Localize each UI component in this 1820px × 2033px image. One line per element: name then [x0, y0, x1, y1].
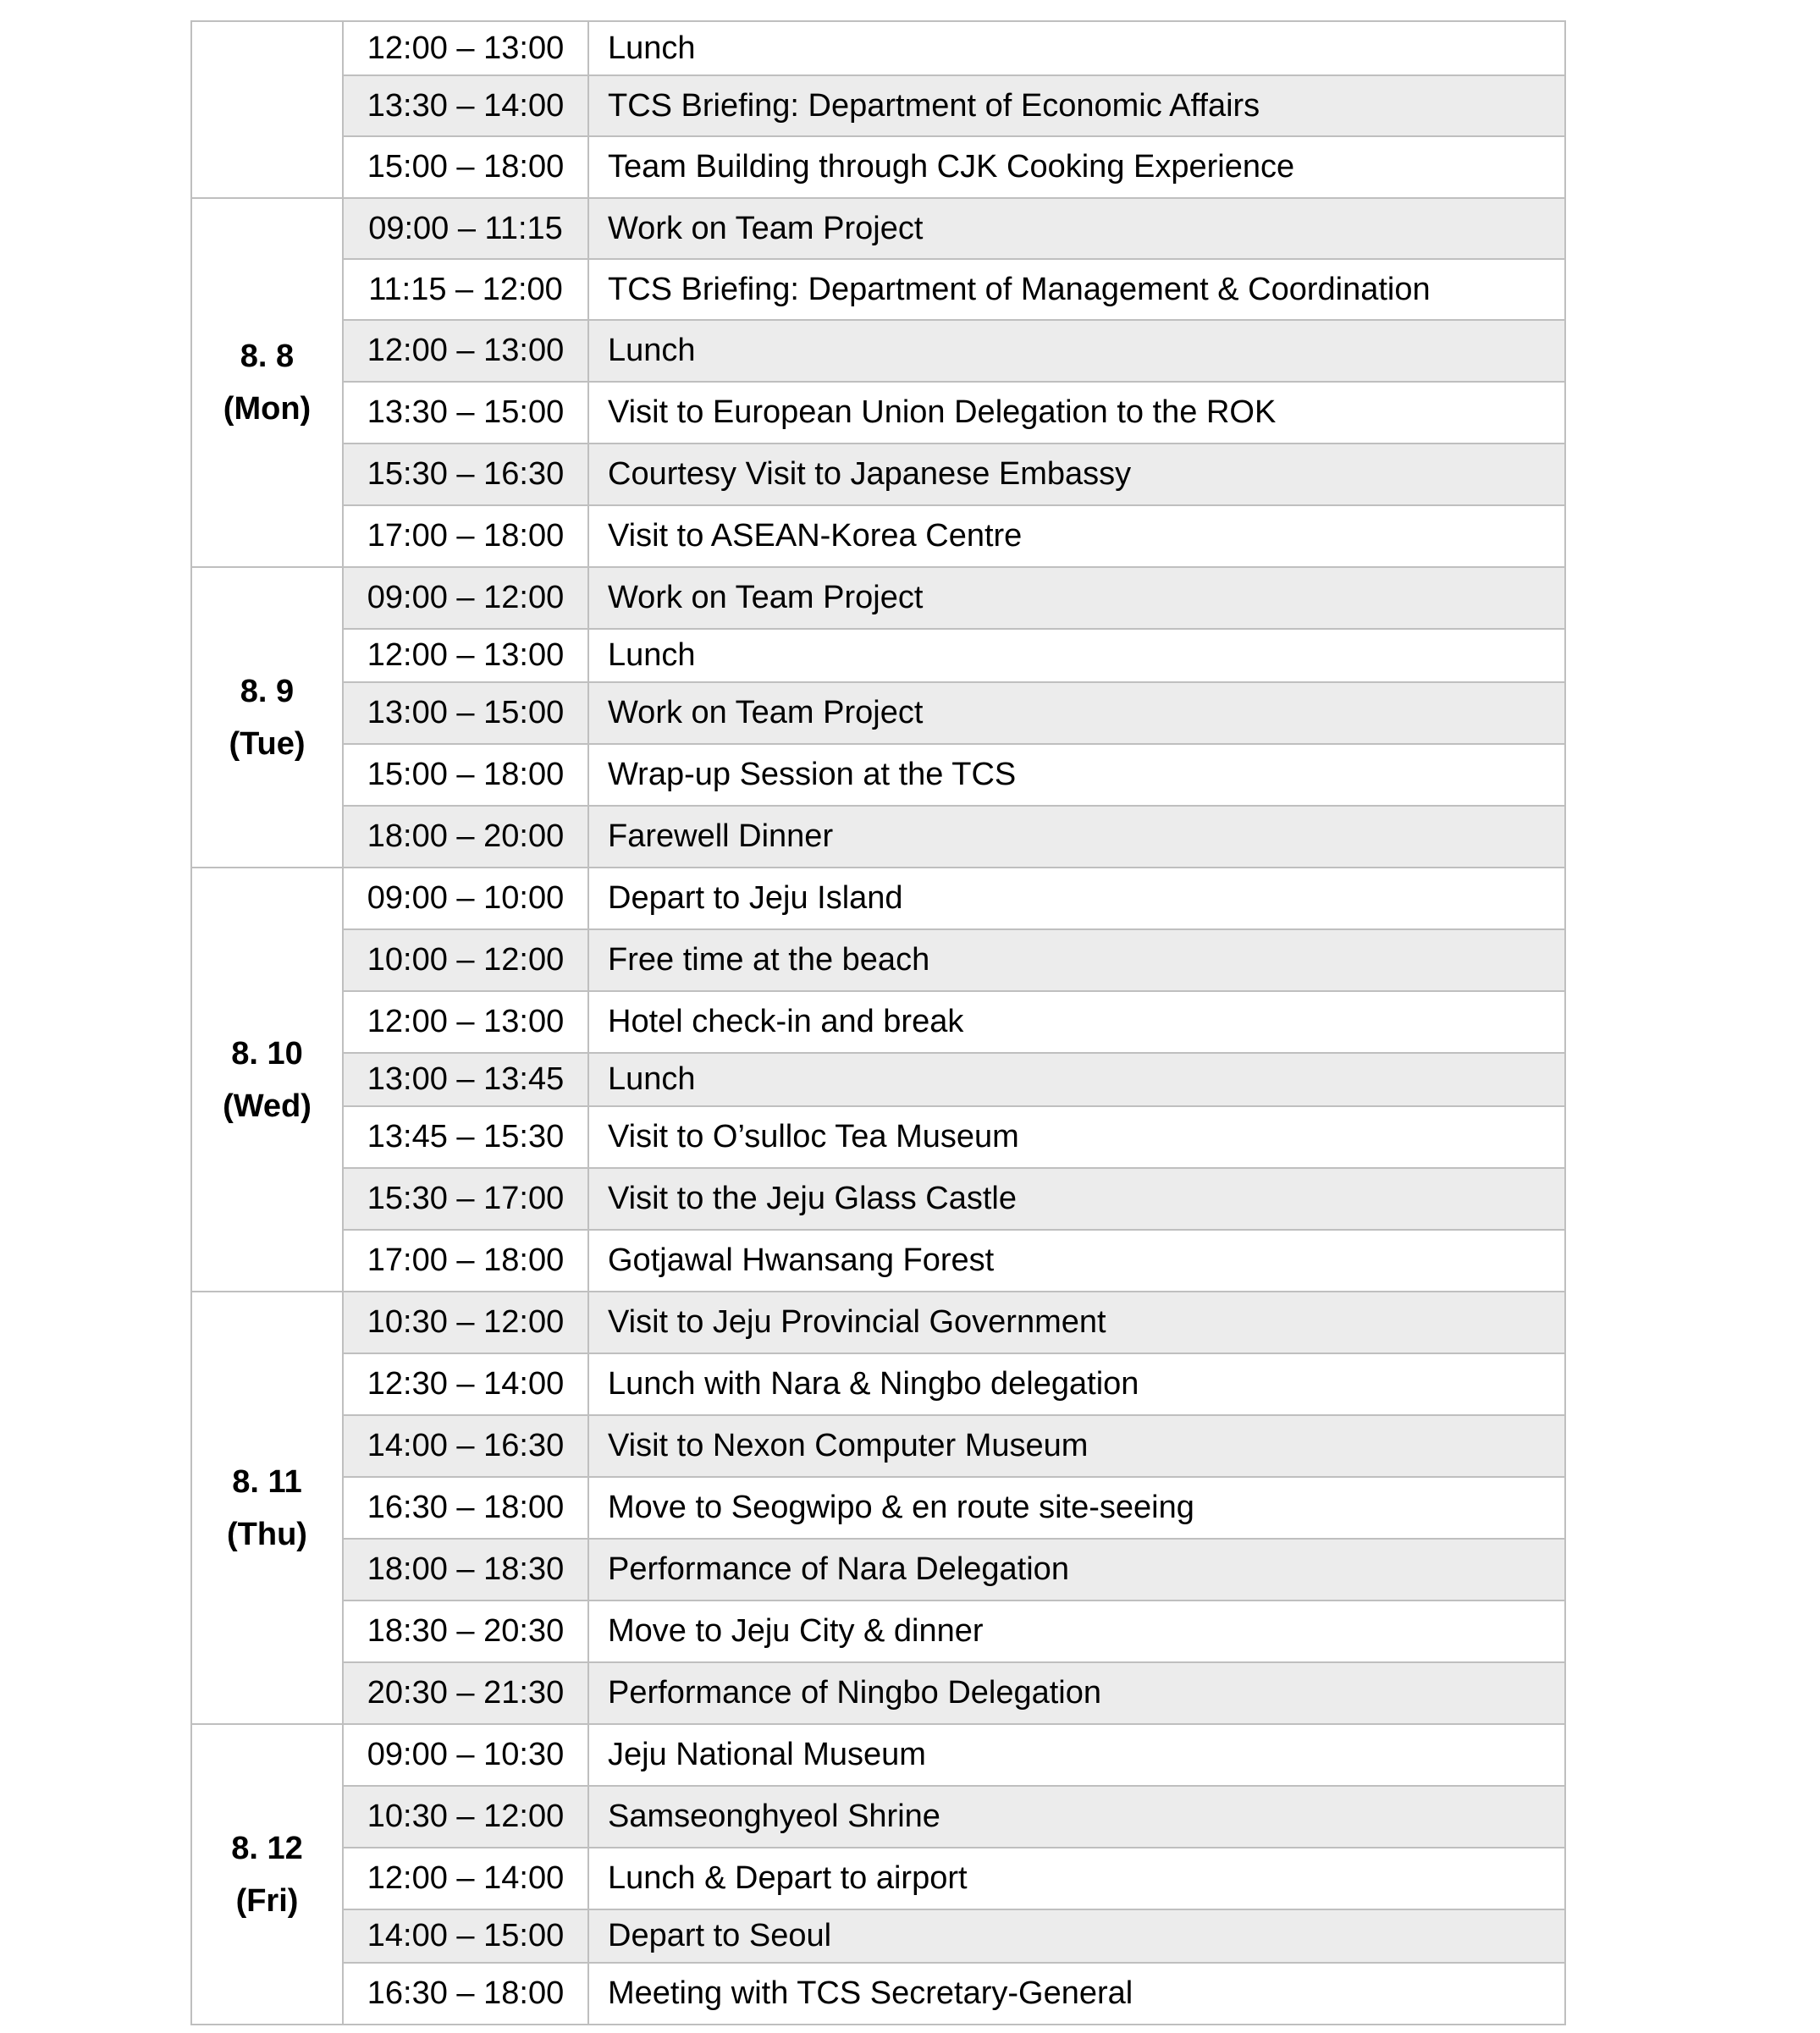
schedule-row: [191, 1909, 1565, 1963]
schedule-table: [190, 20, 1566, 2025]
time-cell: 16:30 – 18:00: [343, 1477, 588, 1539]
event-cell: Depart to Seoul: [588, 1909, 1565, 1963]
event-cell: Lunch & Depart to airport: [588, 1848, 1565, 1909]
time-cell: 12:00 – 14:00: [343, 1848, 588, 1909]
time-cell: 15:00 – 18:00: [343, 136, 588, 198]
schedule-row: [191, 1963, 1565, 2025]
time-cell: 18:00 – 18:30: [343, 1539, 588, 1601]
event-cell: Gotjawal Hwansang Forest: [588, 1230, 1565, 1292]
schedule-row: [191, 1848, 1565, 1909]
day-date: 8. 9: [240, 673, 295, 709]
event-cell: Free time at the beach: [588, 929, 1565, 991]
event-cell: TCS Briefing: Department of Management & Coordination: [588, 259, 1565, 320]
schedule-row: [191, 1539, 1565, 1601]
time-cell: 14:00 – 16:30: [343, 1415, 588, 1477]
event-cell: Performance of Ningbo Delegation: [588, 1662, 1565, 1724]
schedule-row: [191, 1477, 1565, 1539]
time-cell: 13:00 – 15:00: [343, 682, 588, 744]
event-cell: Move to Jeju City & dinner: [588, 1601, 1565, 1662]
schedule-row: [191, 991, 1565, 1053]
event-cell: TCS Briefing: Department of Economic Affairs: [588, 75, 1565, 136]
day-weekday: (Mon): [223, 391, 312, 427]
day-date: 8. 8: [240, 339, 295, 374]
time-cell: 09:00 – 10:30: [343, 1724, 588, 1786]
day-cell: [191, 21, 343, 198]
time-cell: 15:30 – 16:30: [343, 444, 588, 505]
time-cell: 14:00 – 15:00: [343, 1909, 588, 1963]
day-date: 8. 10: [231, 1035, 303, 1072]
time-cell: 13:30 – 15:00: [343, 382, 588, 444]
time-cell: 09:00 – 12:00: [343, 567, 588, 629]
event-cell: Work on Team Project: [588, 198, 1565, 259]
time-cell: 10:30 – 12:00: [343, 1292, 588, 1353]
day-cell: [191, 868, 343, 1292]
event-cell: Visit to ASEAN-Korea Centre: [588, 505, 1565, 567]
schedule-row: [191, 505, 1565, 567]
event-cell: Visit to European Union Delegation to the ROK: [588, 382, 1565, 444]
event-cell: Samseonghyeol Shrine: [588, 1786, 1565, 1848]
time-cell: 12:00 – 13:00: [343, 991, 588, 1053]
schedule-row: [191, 806, 1565, 868]
schedule-row: [191, 1168, 1565, 1230]
schedule-row: [191, 1415, 1565, 1477]
event-cell: Courtesy Visit to Japanese Embassy: [588, 444, 1565, 505]
day-date: 8. 11: [232, 1463, 302, 1500]
schedule-row: [191, 1786, 1565, 1848]
time-cell: 16:30 – 18:00: [343, 1963, 588, 2025]
schedule-row: [191, 320, 1565, 382]
day-cell: [191, 1724, 343, 2025]
schedule-body: [191, 21, 1565, 2025]
schedule-row: [191, 259, 1565, 320]
time-cell: 12:00 – 13:00: [343, 629, 588, 682]
event-cell: Wrap-up Session at the TCS: [588, 744, 1565, 806]
time-cell: 17:00 – 18:00: [343, 505, 588, 567]
event-cell: Lunch: [588, 1053, 1565, 1106]
schedule-row: [191, 1230, 1565, 1292]
schedule-row: [191, 629, 1565, 682]
schedule-row: [191, 1601, 1565, 1662]
event-cell: Work on Team Project: [588, 567, 1565, 629]
event-cell: Visit to the Jeju Glass Castle: [588, 1168, 1565, 1230]
event-cell: Jeju National Museum: [588, 1724, 1565, 1786]
schedule-row: [191, 1724, 1565, 1786]
event-cell: Team Building through CJK Cooking Experience: [588, 136, 1565, 198]
schedule-row: [191, 682, 1565, 744]
schedule-row: [191, 136, 1565, 198]
schedule-row: [191, 567, 1565, 629]
event-cell: Visit to O’sulloc Tea Museum: [588, 1106, 1565, 1168]
day-cell: [191, 1292, 343, 1724]
time-cell: 17:00 – 18:00: [343, 1230, 588, 1292]
event-cell: Work on Team Project: [588, 682, 1565, 744]
schedule-row: [191, 868, 1565, 929]
time-cell: 09:00 – 10:00: [343, 868, 588, 929]
event-cell: Lunch with Nara & Ningbo delegation: [588, 1353, 1565, 1415]
day-date: 8. 12: [231, 1830, 303, 1866]
time-cell: 12:30 – 14:00: [343, 1353, 588, 1415]
time-cell: 11:15 – 12:00: [343, 259, 588, 320]
time-cell: 13:00 – 13:45: [343, 1053, 588, 1106]
schedule-row: [191, 382, 1565, 444]
event-cell: Depart to Jeju Island: [588, 868, 1565, 929]
event-cell: Lunch: [588, 320, 1565, 382]
time-cell: 12:00 – 13:00: [343, 21, 588, 75]
event-cell: Performance of Nara Delegation: [588, 1539, 1565, 1601]
day-weekday: (Fri): [235, 1882, 299, 1919]
schedule-row: [191, 198, 1565, 259]
schedule-row: [191, 21, 1565, 75]
event-cell: Lunch: [588, 629, 1565, 682]
schedule-row: [191, 75, 1565, 136]
schedule-row: [191, 444, 1565, 505]
event-cell: Hotel check-in and break: [588, 991, 1565, 1053]
schedule-row: [191, 744, 1565, 806]
schedule-row: [191, 1053, 1565, 1106]
schedule-row: [191, 1353, 1565, 1415]
time-cell: 12:00 – 13:00: [343, 320, 588, 382]
time-cell: 15:30 – 17:00: [343, 1168, 588, 1230]
event-cell: Visit to Jeju Provincial Government: [588, 1292, 1565, 1353]
day-weekday: (Thu): [227, 1516, 307, 1552]
day-cell: [191, 567, 343, 868]
event-cell: Meeting with TCS Secretary-General: [588, 1963, 1565, 2025]
time-cell: 13:30 – 14:00: [343, 75, 588, 136]
event-cell: Move to Seogwipo & en route site-seeing: [588, 1477, 1565, 1539]
event-cell: Lunch: [588, 21, 1565, 75]
schedule-row: [191, 1106, 1565, 1168]
time-cell: 10:00 – 12:00: [343, 929, 588, 991]
schedule-row: [191, 929, 1565, 991]
time-cell: 10:30 – 12:00: [343, 1786, 588, 1848]
event-cell: Visit to Nexon Computer Museum: [588, 1415, 1565, 1477]
time-cell: 09:00 – 11:15: [343, 198, 588, 259]
time-cell: 18:30 – 20:30: [343, 1601, 588, 1662]
schedule-row: [191, 1662, 1565, 1724]
time-cell: 15:00 – 18:00: [343, 744, 588, 806]
schedule-row: [191, 1292, 1565, 1353]
day-cell: [191, 198, 343, 567]
time-cell: 13:45 – 15:30: [343, 1106, 588, 1168]
time-cell: 20:30 – 21:30: [343, 1662, 588, 1724]
time-cell: 18:00 – 20:00: [343, 806, 588, 868]
day-weekday: (Tue): [229, 725, 306, 762]
day-weekday: (Wed): [223, 1088, 312, 1124]
event-cell: Farewell Dinner: [588, 806, 1565, 868]
